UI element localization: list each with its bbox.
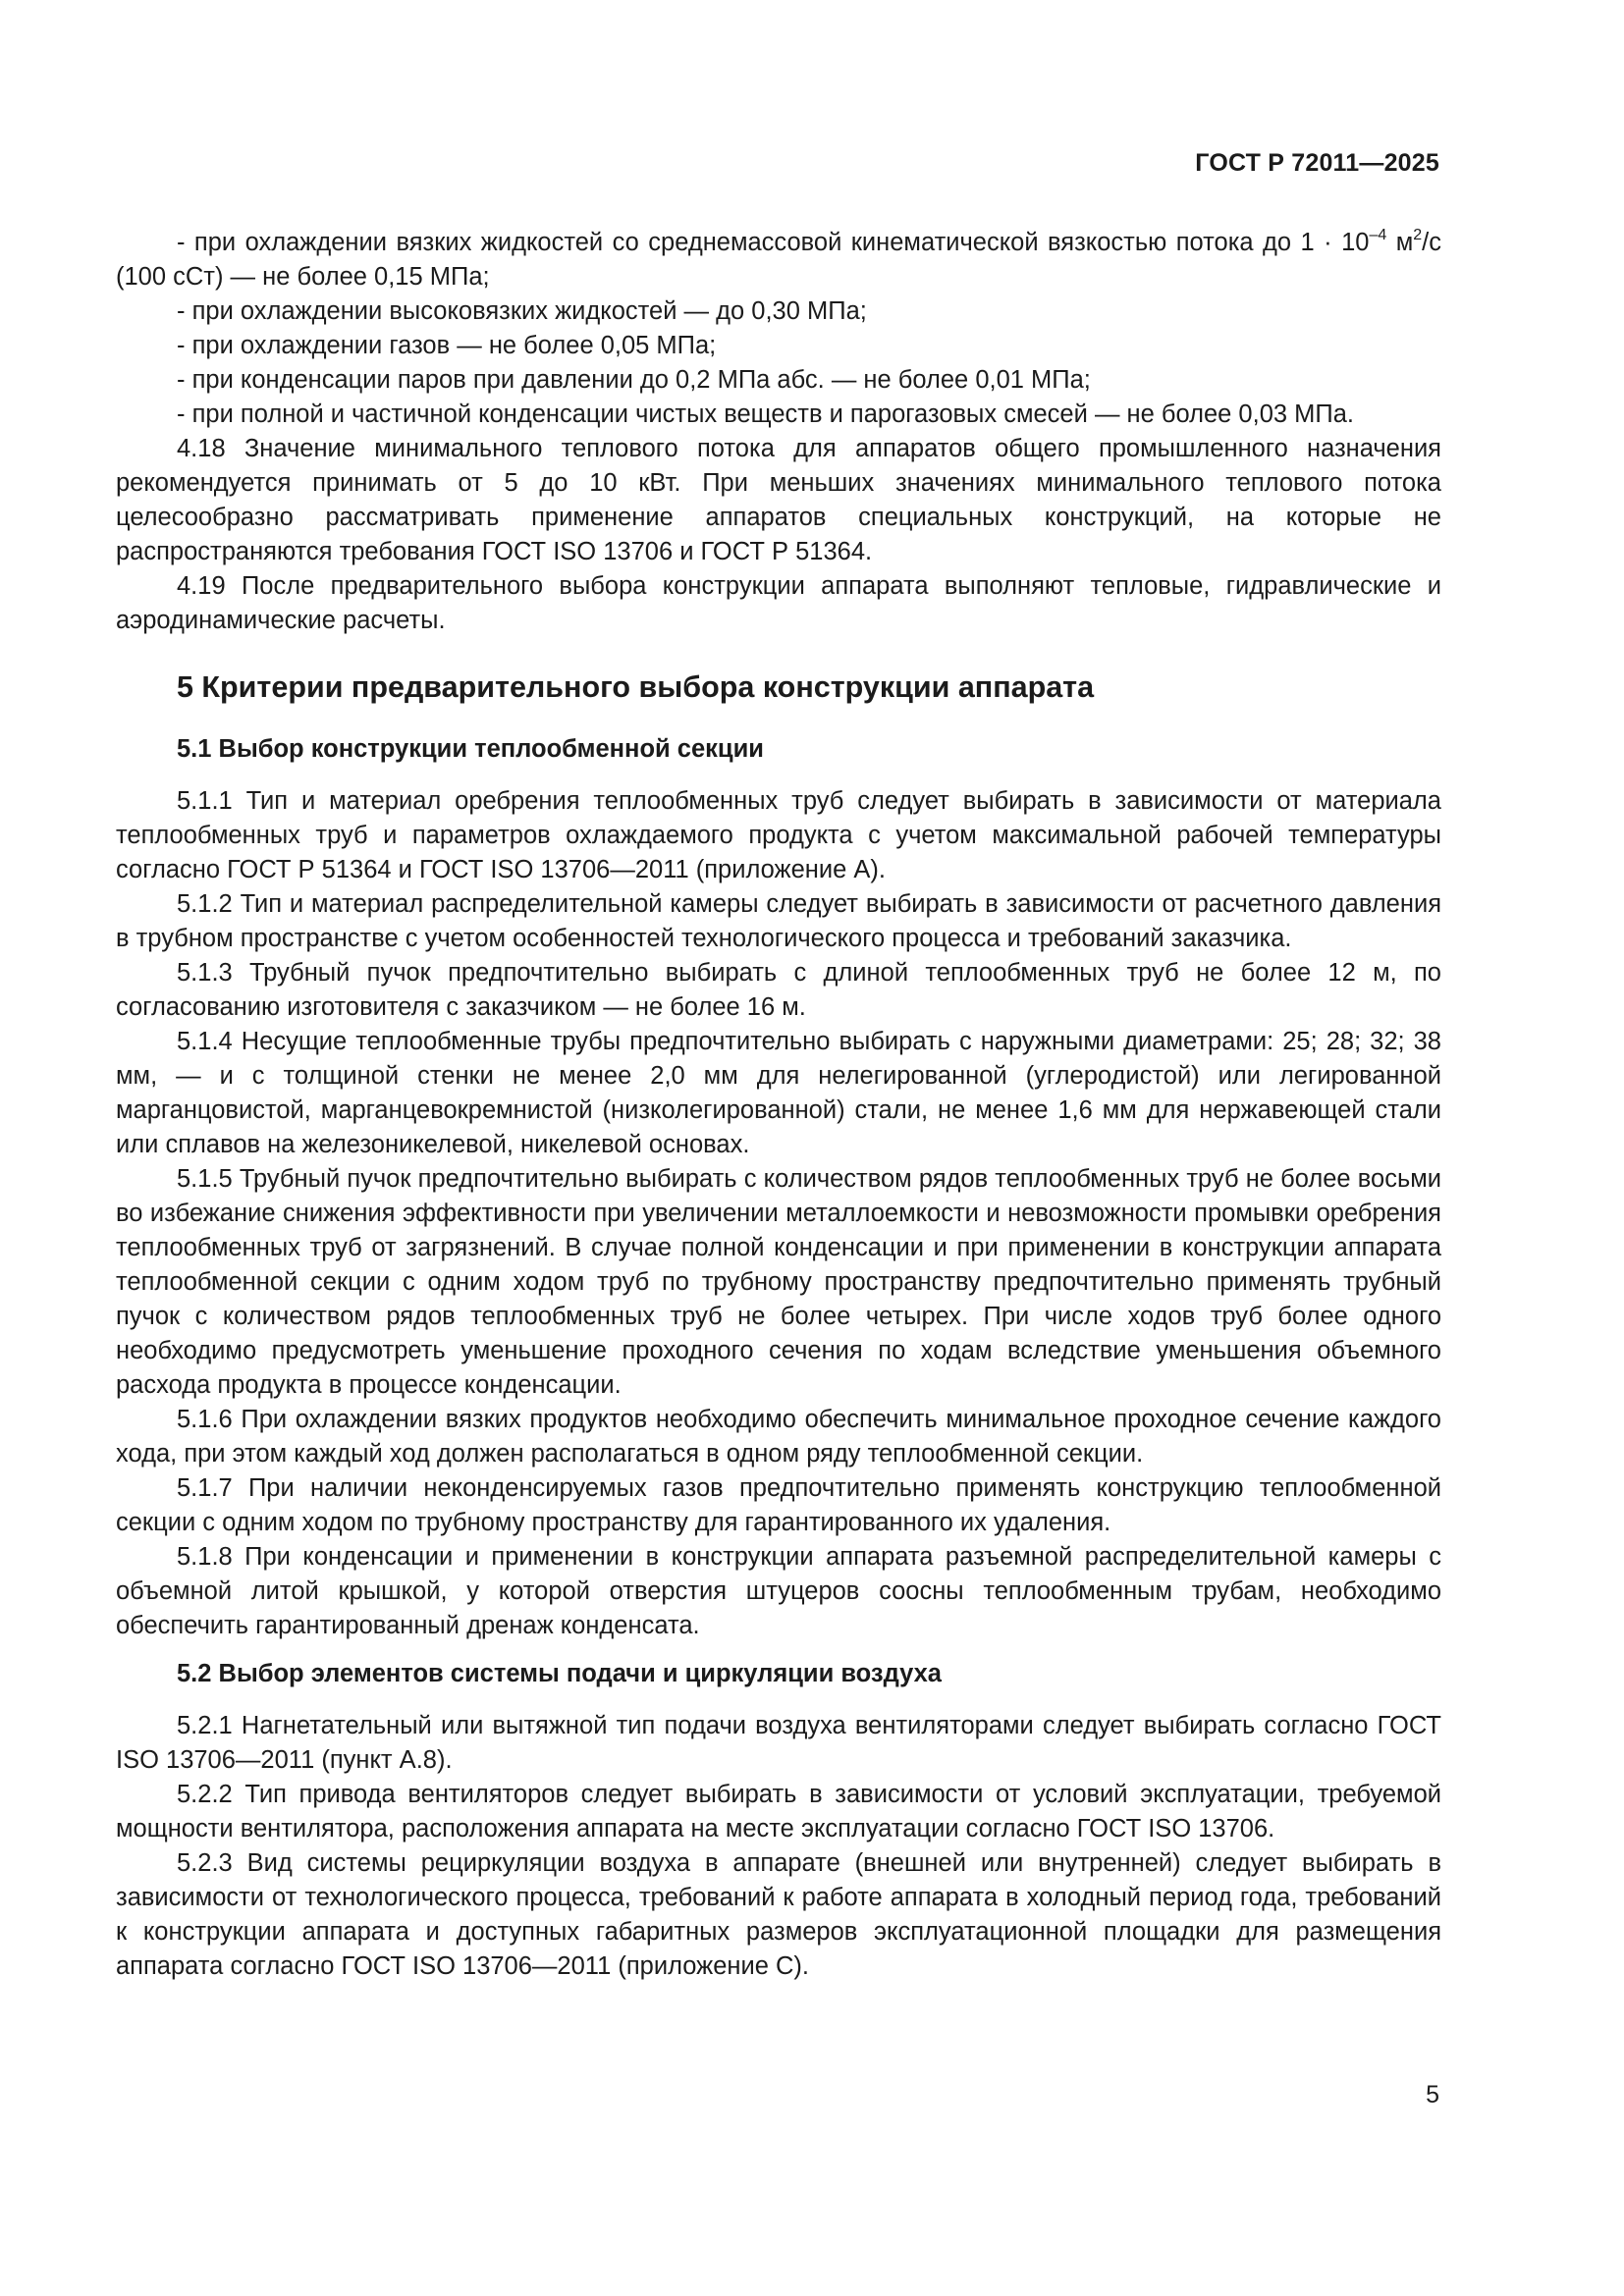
viscous-liquids-item	[116, 226, 1441, 294]
paragraph-5-1-3: 5.1.3 Трубный пучок предпочтительно выбирать с длиной теплообменных труб не более 12 м, по согласованию изготовителя с заказчиком — не более 16 м.	[116, 959, 1441, 1021]
paragraph-5-1-4: 5.1.4 Несущие теплообменные трубы предпочтительно выбирать с наружными диаметрами: 25; 28; 32; 38 мм, — и с толщиной стенки не менее 2,0 мм для нелегированной (углеродистой) или легированной марганцовистой, марганцевокремнистой (низколегированной) стали, не менее 1,6 мм для нержавеющей стали или сплавов на железоникелевой, никелевой основах.	[116, 1028, 1441, 1158]
vapor-condensation-item: - при конденсации паров при давлении до 0,2 МПа абс. — не более 0,01 МПа;	[177, 366, 1091, 394]
section-5-heading: 5 Критерии предварительного выбора конструкции аппарата	[177, 670, 1095, 704]
high-viscous-item: - при охлаждении высоковязких жидкостей — до 0,30 МПа;	[177, 297, 867, 325]
subsection-5-1-heading: 5.1 Выбор конструкции теплообменной секции	[177, 735, 764, 763]
viscous-exponent-1: –4	[1369, 227, 1387, 243]
viscous-exponent-2: 2	[1413, 227, 1423, 243]
subsection-5-2-heading: 5.2 Выбор элементов системы подачи и циркуляции воздуха	[177, 1660, 942, 1687]
viscous-text-2: м	[1386, 229, 1414, 256]
document-code: ГОСТ Р 72011—2025	[1195, 149, 1439, 177]
paragraph-4-18: 4.18 Значение минимального теплового потока для аппаратов общего промышленного назначения рекомендуется принимать от 5 до 10 кВт. При меньших значениях минимального теплового потока целесообразно рассматривать применение аппаратов специальных конструкций, на которые не распространяются требования ГОСТ ISO 13706 и ГОСТ Р 51364.	[116, 435, 1441, 565]
paragraph-5-2-2: 5.2.2 Тип привода вентиляторов следует выбирать в зависимости от условий эксплуатации, требуемой мощности вентилятора, расположения аппарата на месте эксплуатации согласно ГОСТ ISO 13706.	[116, 1781, 1441, 1842]
paragraph-5-1-5: 5.1.5 Трубный пучок предпочтительно выбирать с количеством рядов теплообменных труб не более восьми во избежание снижения эффективности при увеличении металлоемкости и невозможности промывки оребрения теплообменных труб от загрязнений. В случае полной конденсации и при применении в конструкции аппарата теплообменной секции с одним ходом труб по трубному пространству предпочтительно применять трубный пучок с количеством рядов теплообменных труб не более четырех. При числе ходов труб более одного необходимо предусмотреть уменьшение проходного сечения по ходам вследствие уменьшения объемного расхода продукта в процессе конденсации.	[116, 1165, 1441, 1399]
paragraph-5-1-2: 5.1.2 Тип и материал распределительной камеры следует выбирать в зависимости от расчетного давления в трубном пространстве с учетом особенностей технологического процесса и требований заказчика.	[116, 890, 1441, 952]
full-condensation-item: - при полной и частичной конденсации чистых веществ и парогазовых смесей — не более 0,03 МПа.	[177, 400, 1354, 428]
paragraph-5-1-8: 5.1.8 При конденсации и применении в конструкции аппарата разъемной распределительной камеры с объемной литой крышкой, у которой отверстия штуцеров соосны теплообменным трубам, необходимо обеспечить гарантированный дренаж конденсата.	[116, 1543, 1441, 1639]
paragraph-5-1-1: 5.1.1 Тип и материал оребрения теплообменных труб следует выбирать в зависимости от материала теплообменных труб и параметров охлаждаемого продукта с учетом максимальной рабочей температуры согласно ГОСТ Р 51364 и ГОСТ ISO 13706—2011 (приложение А).	[116, 787, 1441, 883]
paragraph-5-1-6: 5.1.6 При охлаждении вязких продуктов необходимо обеспечить минимальное проходное сечение каждого хода, при этом каждый ход должен располагаться в одном ряду теплообменной секции.	[116, 1406, 1441, 1468]
paragraph-5-2-1: 5.2.1 Нагнетательный или вытяжной тип подачи воздуха вентиляторами следует выбирать согласно ГОСТ ISO 13706—2011 (пункт А.8).	[116, 1712, 1441, 1774]
page-number: 5	[1426, 2081, 1439, 2109]
paragraph-5-2-3: 5.2.3 Вид системы рециркуляции воздуха в аппарате (внешней или внутренней) следует выбирать в зависимости от технологического процесса, требований к работе аппарата в холодный период года, требований к конструкции аппарата и доступных габаритных размеров эксплуатационной площадки для размещения аппарата согласно ГОСТ ISO 13706—2011 (приложение С).	[116, 1849, 1441, 1980]
viscous-text-3: /с (100 сСт) — не более 0,15 МПа;	[116, 229, 1441, 291]
paragraph-4-19: 4.19 После предварительного выбора конструкции аппарата выполняют тепловые, гидравлические и аэродинамические расчеты.	[116, 572, 1441, 634]
page-content	[116, 226, 1441, 1984]
viscous-text-1: - при охлаждении вязких жидкостей со среднемассовой кинематической вязкостью потока до 1 · 10	[177, 229, 1370, 256]
paragraph-5-1-7: 5.1.7 При наличии неконденсируемых газов предпочтительно применять конструкцию теплообменной секции с одним ходом по трубному пространству для гарантированного их удаления.	[116, 1474, 1441, 1536]
gas-cooling-item: - при охлаждении газов — не более 0,05 МПа;	[177, 332, 717, 359]
